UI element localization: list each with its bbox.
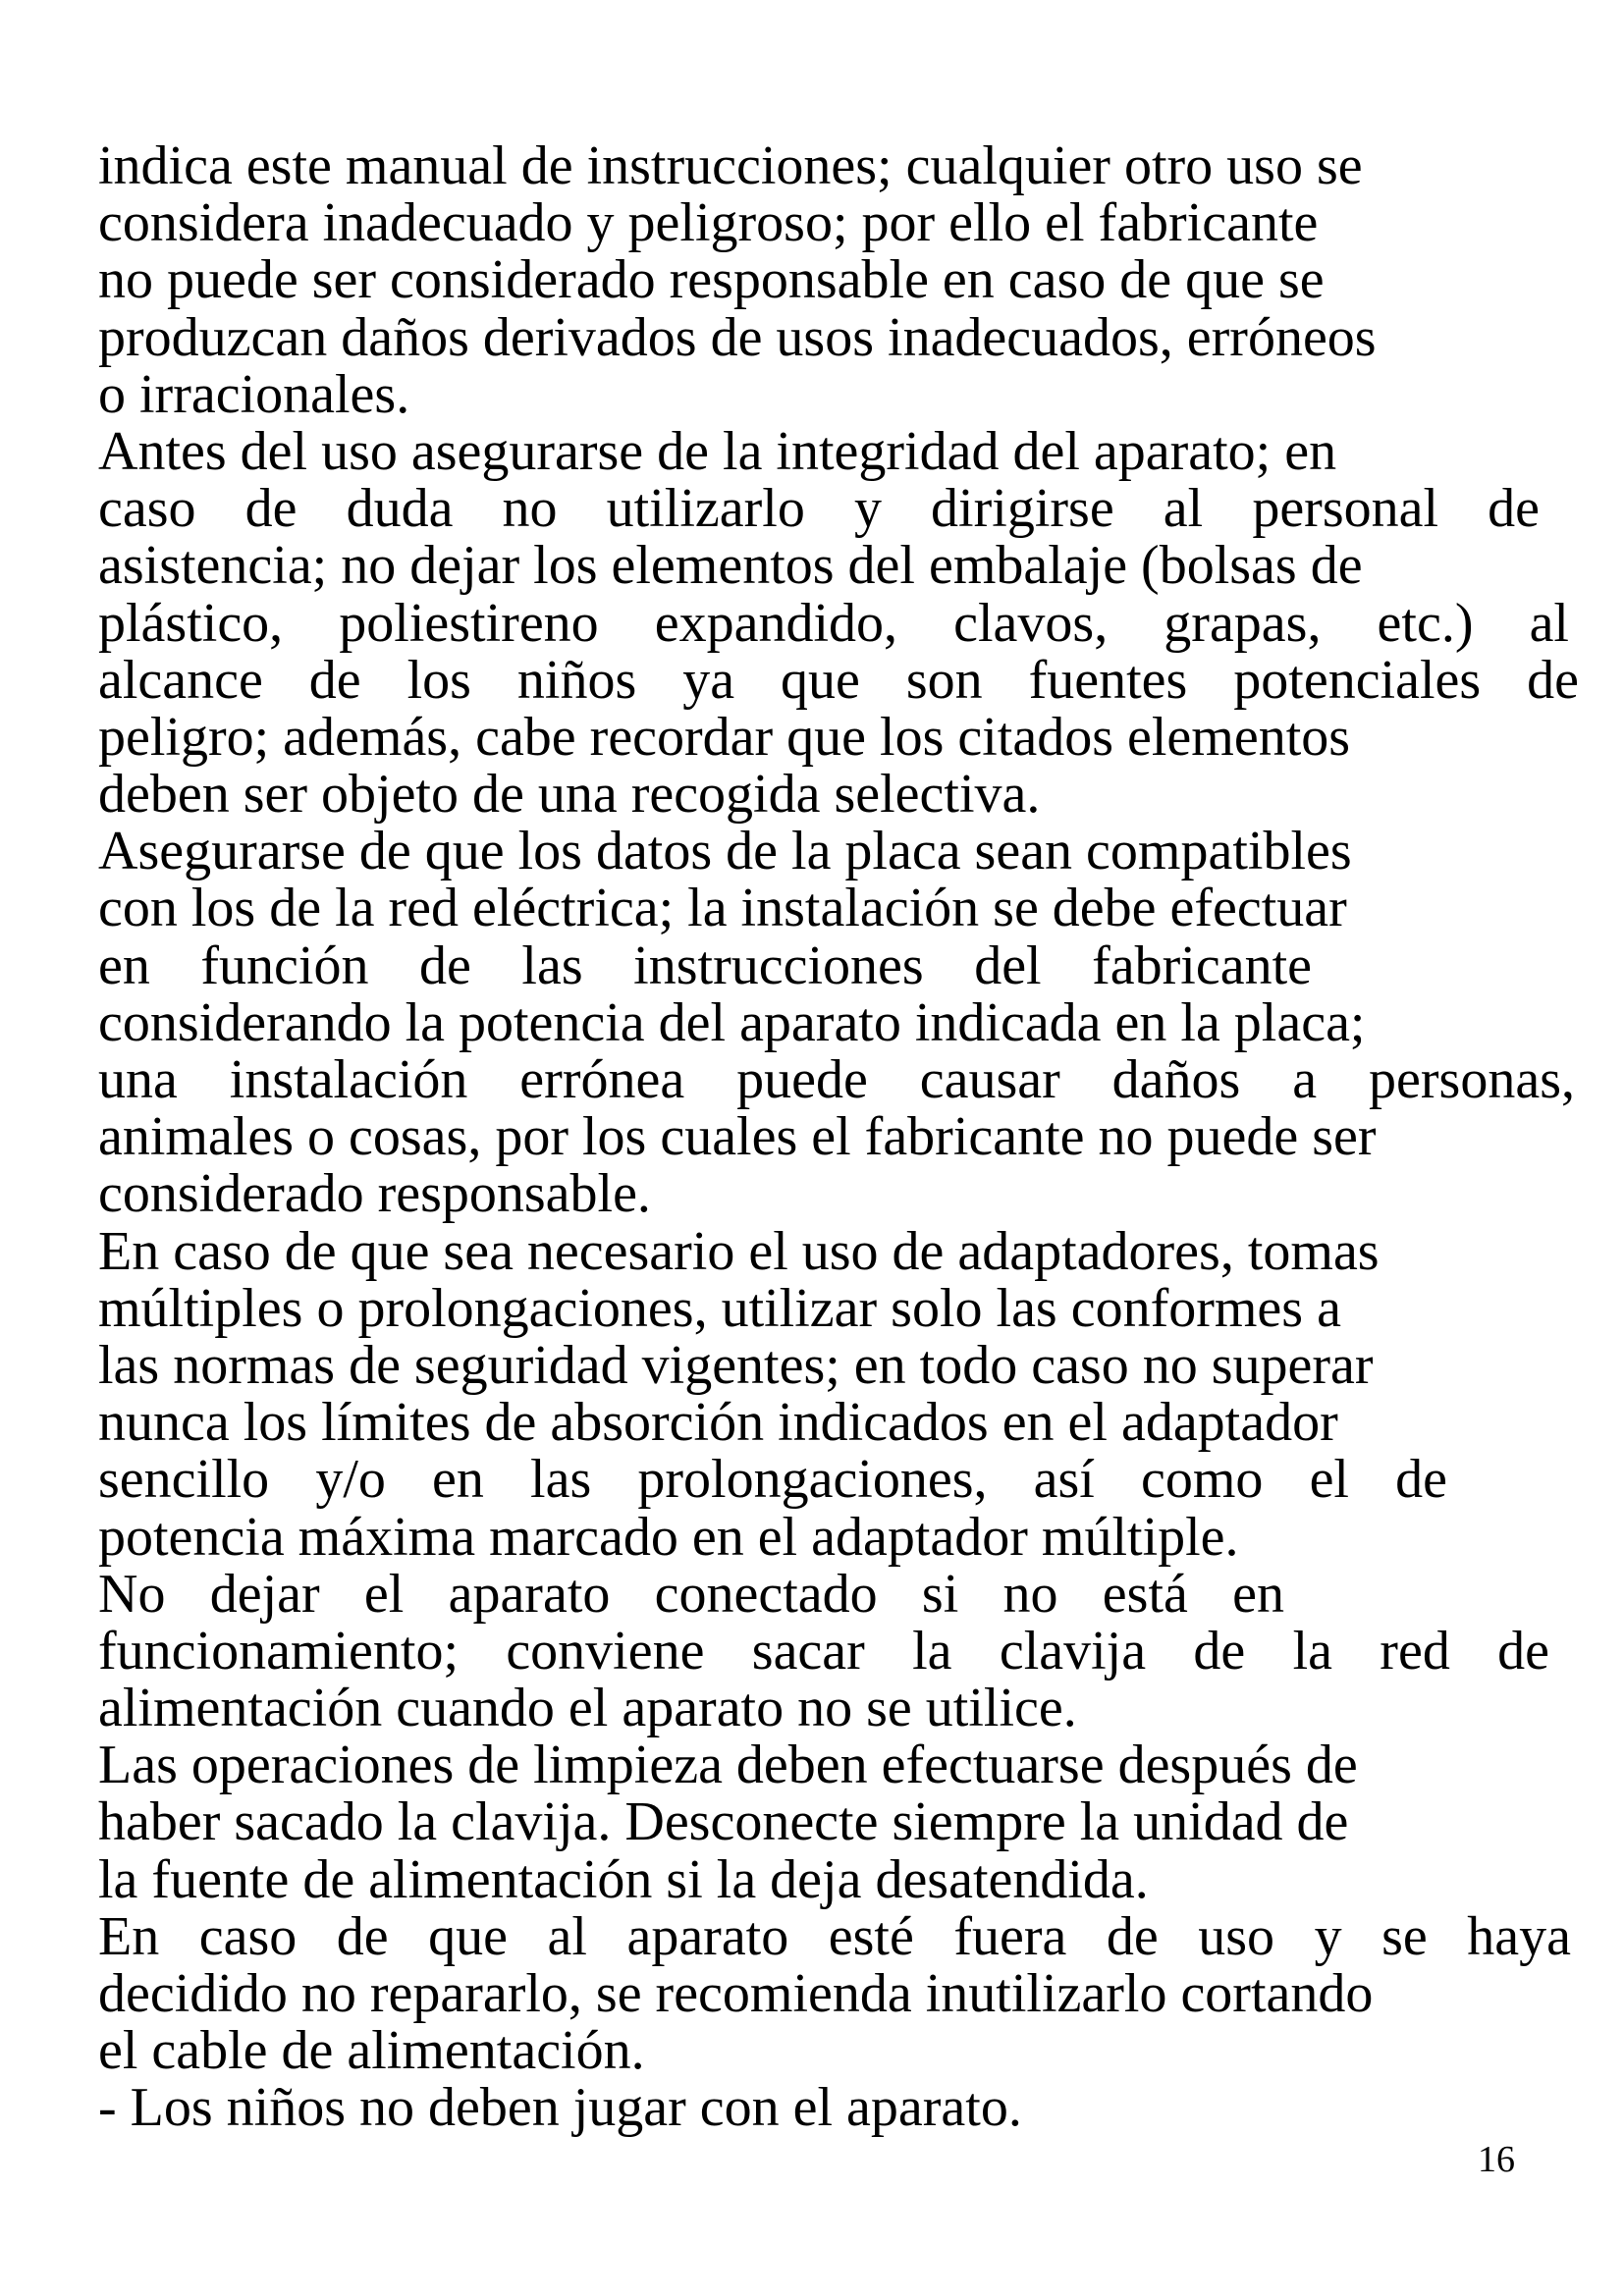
text-line: nunca los límites de absorción indicados en el adaptador xyxy=(98,1392,1338,1454)
text-line: alimentación cuando el aparato no se utilice. xyxy=(98,1678,1077,1739)
text-line: en función de las instrucciones del fabricante xyxy=(98,934,1312,996)
text-line: Antes del uso asegurarse de la integridad del aparato; en xyxy=(98,420,1337,482)
text-line: No dejar el aparato conectado si no está en xyxy=(98,1563,1284,1625)
text-line: En caso de que sea necesario el uso de adaptadores, tomas xyxy=(98,1220,1380,1282)
text-line: asistencia; no dejar los elementos del embalaje (bolsas de xyxy=(98,535,1363,597)
text-line: las normas de seguridad vigentes; en todo caso no superar xyxy=(98,1334,1374,1396)
text-line: indica este manual de instrucciones; cualquier otro uso se xyxy=(98,135,1363,196)
text-line: funcionamiento; conviene sacar la clavija de la red de xyxy=(98,1620,1549,1682)
text-line: considerando la potencia del aparato indicada en la placa; xyxy=(98,991,1366,1053)
text-line: peligro; además, cabe recordar que los citados elementos xyxy=(98,706,1351,768)
text-line: sencillo y/o en las prolongaciones, así como el de xyxy=(98,1449,1447,1511)
text-line: decidido no repararlo, se recomienda inutilizarlo cortando xyxy=(98,1963,1374,2024)
text-line: múltiples o prolongaciones, utilizar solo las conformes a xyxy=(98,1277,1341,1339)
text-line: considerado responsable. xyxy=(98,1163,651,1225)
text-line: deben ser objeto de una recogida selectiva. xyxy=(98,764,1041,826)
text-line: En caso de que al aparato esté fuera de uso y se haya xyxy=(98,1905,1571,1967)
text-line: Asegurarse de que los datos de la placa sean compatibles xyxy=(98,821,1352,882)
text-line: produzcan daños derivados de usos inadecuados, erróneos xyxy=(98,306,1377,368)
text-line: o irracionales. xyxy=(98,363,410,425)
text-line: - Los niños no deben jugar con el aparato. xyxy=(98,2077,1022,2139)
text-line: no puede ser considerado responsable en caso de que se xyxy=(98,249,1325,311)
text-line: alcance de los niños ya que son fuentes potenciales de xyxy=(98,649,1579,711)
text-line: Las operaciones de limpieza deben efectuarse después de xyxy=(98,1735,1358,1796)
text-line: la fuente de alimentación si la deja desatendida. xyxy=(98,1848,1149,1910)
text-line: considera inadecuado y peligroso; por ello el fabricante xyxy=(98,192,1319,254)
text-line: plástico, poliestireno expandido, clavos, grapas, etc.) al xyxy=(98,592,1569,654)
text-line: una instalación errónea puede causar daños a personas, xyxy=(98,1049,1575,1110)
text-line: animales o cosas, por los cuales el fabricante no puede ser xyxy=(98,1106,1377,1168)
text-line: caso de duda no utilizarlo y dirigirse al personal de xyxy=(98,478,1540,540)
text-line: haber sacado la clavija. Desconecte siempre la unidad de xyxy=(98,1791,1349,1853)
text-line: con los de la red eléctrica; la instalación se debe efectuar xyxy=(98,878,1347,939)
safety-instructions-text xyxy=(98,135,1579,2139)
text-line: el cable de alimentación. xyxy=(98,2020,645,2082)
page-number: 16 xyxy=(1478,2139,1515,2180)
text-line: potencia máxima marcado en el adaptador múltiple. xyxy=(98,1506,1239,1568)
